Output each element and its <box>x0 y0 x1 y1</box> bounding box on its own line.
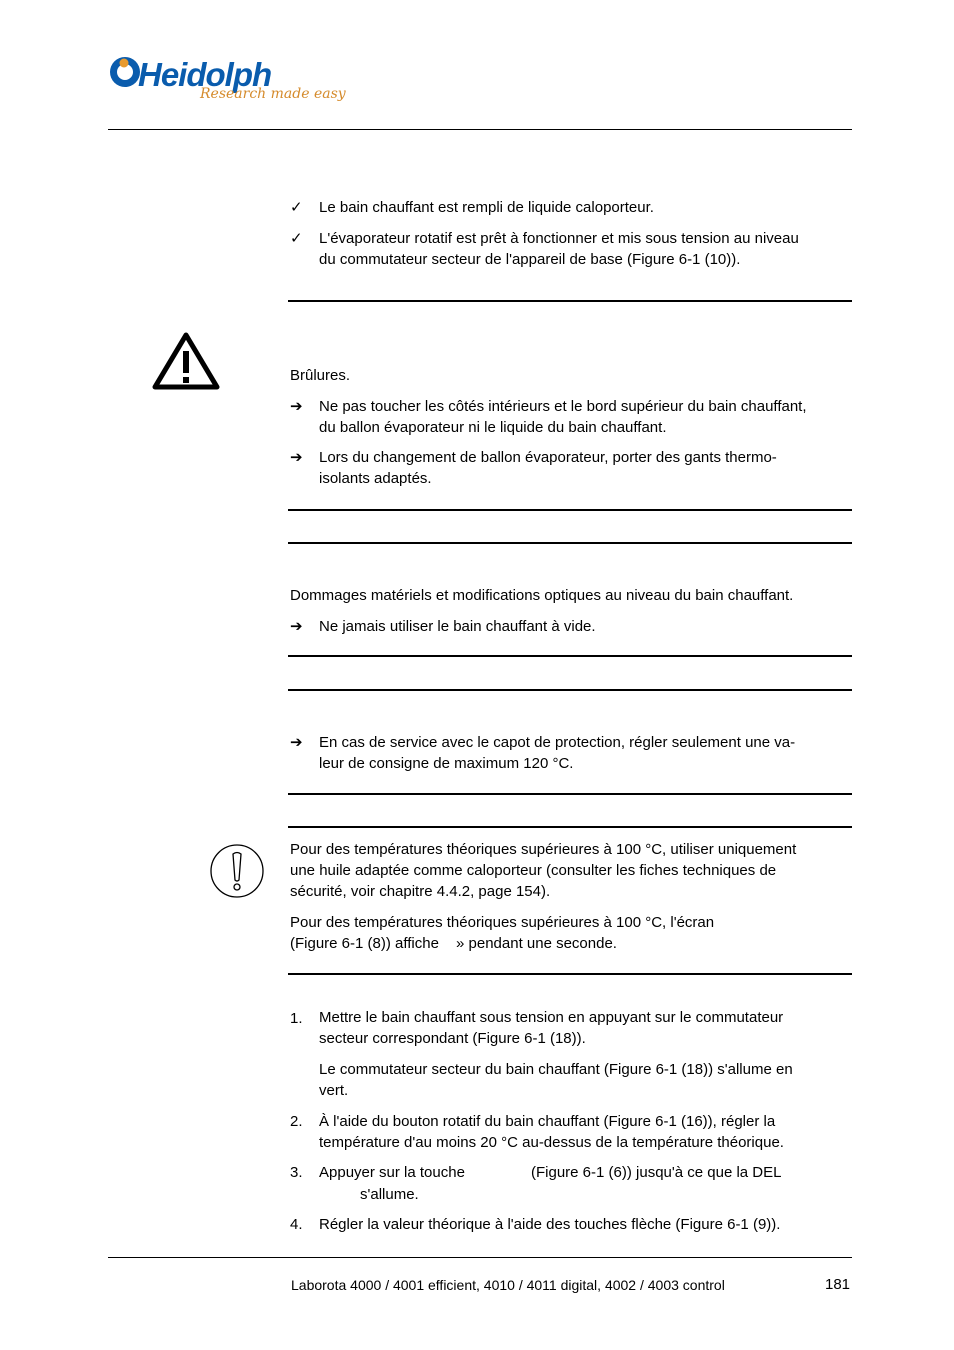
notice-bottom-rule <box>288 973 852 975</box>
step-result: vert. <box>319 1082 349 1099</box>
step-number: 4. <box>290 1216 303 1233</box>
notice-text: Pour des températures théoriques supérieures à 100 °C, utiliser uniquement <box>290 841 797 858</box>
list-item: L'évaporateur rotatif est prêt à fonctionner et mis sous tension au niveau <box>319 230 799 247</box>
step-number: 1. <box>290 1010 303 1027</box>
step-text: Mettre le bain chauffant sous tension en appuyant sur le commutateur <box>319 1009 784 1026</box>
step-text: À l'aide du bouton rotatif du bain chauffant (Figure 6-1 (16)), régler la <box>319 1113 776 1130</box>
note-bottom-rule <box>288 793 852 795</box>
caution-text: Dommages matériels et modifications optiques au niveau du bain chauffant. <box>290 587 794 604</box>
step-number: 2. <box>290 1113 303 1130</box>
caution-top-rule <box>288 542 852 544</box>
step-text: température d'au moins 20 °C au-dessus de la température théorique. <box>319 1134 784 1151</box>
step-text: s'allume. <box>360 1186 419 1203</box>
footer-rule <box>108 1257 852 1258</box>
notice-text: » pendant une seconde. <box>456 935 617 952</box>
list-item-cont: isolants adaptés. <box>319 470 432 487</box>
checkmark-icon: ✓ <box>290 199 303 216</box>
step-text: Appuyer sur la touche <box>319 1164 465 1181</box>
note-top-rule <box>288 689 852 691</box>
notice-text: Pour des températures théoriques supérieures à 100 °C, l'écran <box>290 914 715 931</box>
arrow-icon: ➔ <box>290 449 303 466</box>
checkmark-icon: ✓ <box>290 230 303 247</box>
list-item: Le bain chauffant est rempli de liquide caloporteur. <box>319 199 654 216</box>
arrow-icon: ➔ <box>290 734 303 751</box>
warning-bottom-rule <box>288 509 852 511</box>
caution-bottom-rule <box>288 655 852 657</box>
logo-mark-icon <box>109 54 141 90</box>
list-item: Ne jamais utiliser le bain chauffant à vide. <box>319 618 596 635</box>
step-text: Régler la valeur théorique à l'aide des touches flèche (Figure 6-1 (9)). <box>319 1216 781 1233</box>
warning-triangle-icon <box>151 331 221 391</box>
list-item-cont: du commutateur secteur de l'appareil de base (Figure 6-1 (10)). <box>319 251 741 268</box>
step-text: secteur correspondant (Figure 6-1 (18)). <box>319 1030 586 1047</box>
list-item: Ne pas toucher les côtés intérieurs et le bord supérieur du bain chauffant, <box>319 398 807 415</box>
brand-name: Heidolph <box>138 56 272 93</box>
step-number: 3. <box>290 1164 303 1181</box>
warning-top-rule <box>288 300 852 302</box>
notice-text: sécurité, voir chapitre 4.4.2, page 154). <box>290 883 551 900</box>
brand-tagline: Research made easy <box>200 86 346 102</box>
notice-top-rule <box>288 826 852 828</box>
warning-text: Brûlures. <box>290 367 351 384</box>
list-item: Lors du changement de ballon évaporateur, porter des gants thermo- <box>319 449 777 466</box>
exclamation-circle-icon <box>208 842 268 900</box>
notice-text: (Figure 6-1 (8)) affiche <box>290 935 439 952</box>
list-item-cont: du ballon évaporateur ni le liquide du bain chauffant. <box>319 419 667 436</box>
notice-text: une huile adaptée comme caloporteur (consulter les fiches techniques de <box>290 862 777 879</box>
footer-title: Laborota 4000 / 4001 efficient, 4010 / 4011 digital, 4002 / 4003 control <box>291 1277 725 1293</box>
arrow-icon: ➔ <box>290 398 303 415</box>
step-text: (Figure 6-1 (6)) jusqu'à ce que la DEL <box>531 1164 782 1181</box>
step-result: Le commutateur secteur du bain chauffant (Figure 6-1 (18)) s'allume en <box>319 1061 793 1078</box>
page-number: 181 <box>825 1276 851 1293</box>
list-item-cont: leur de consigne de maximum 120 °C. <box>319 755 574 772</box>
arrow-icon: ➔ <box>290 618 303 635</box>
header-rule <box>108 129 852 130</box>
list-item: En cas de service avec le capot de protection, régler seulement une va- <box>319 734 796 751</box>
